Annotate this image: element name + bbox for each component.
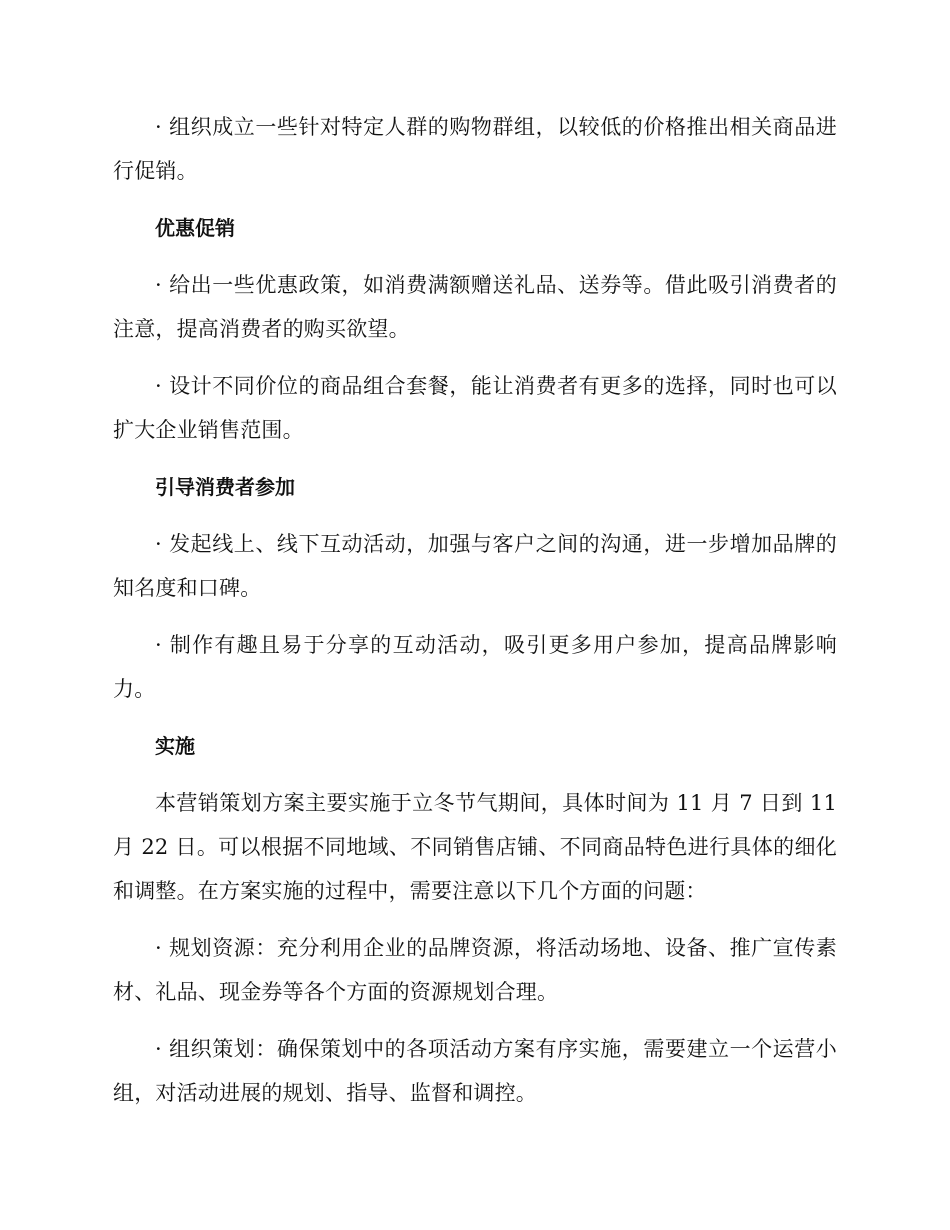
bullet-shopping-group: · 组织成立一些针对特定人群的购物群组，以较低的价格推出相关商品进行促销。 [113, 115, 837, 183]
bullet-interactive-events: · 发起线上、线下互动活动，加强与客户之间的沟通，进一步增加品牌的知名度和口碑。 [113, 532, 837, 600]
document-page [113, 105, 837, 1128]
bullet-organization-planning: · 组织策划：确保策划中的各项活动方案有序实施，需要建立一个运营小组，对活动进展的规划、指导、监督和调控。 [113, 1037, 837, 1105]
implementation-intro: 本营销策划方案主要实施于立冬节气期间，具体时间为 11 月 7 日到 11 月 22 日。可以根据不同地域、不同销售店铺、不同商品特色进行具体的细化和调整。在方案实施的过程中，需要注意以下几个方面的问题： [113, 791, 837, 903]
bullet-shareable-activities: · 制作有趣且易于分享的互动活动，吸引更多用户参加，提高品牌影响力。 [113, 633, 837, 701]
heading-implementation: 实施 [155, 734, 195, 758]
heading-guide-consumers: 引导消费者参加 [155, 475, 295, 499]
heading-discount-promotion: 优惠促销 [155, 216, 235, 240]
bullet-discount-policy: · 给出一些优惠政策，如消费满额赠送礼品、送券等。借此吸引消费者的注意，提高消费者的购买欲望。 [113, 273, 837, 341]
bullet-product-bundles: · 设计不同价位的商品组合套餐，能让消费者有更多的选择，同时也可以扩大企业销售范围。 [113, 374, 837, 442]
bullet-resource-planning: · 规划资源：充分利用企业的品牌资源，将活动场地、设备、推广宣传素材、礼品、现金券等各个方面的资源规划合理。 [113, 936, 837, 1004]
